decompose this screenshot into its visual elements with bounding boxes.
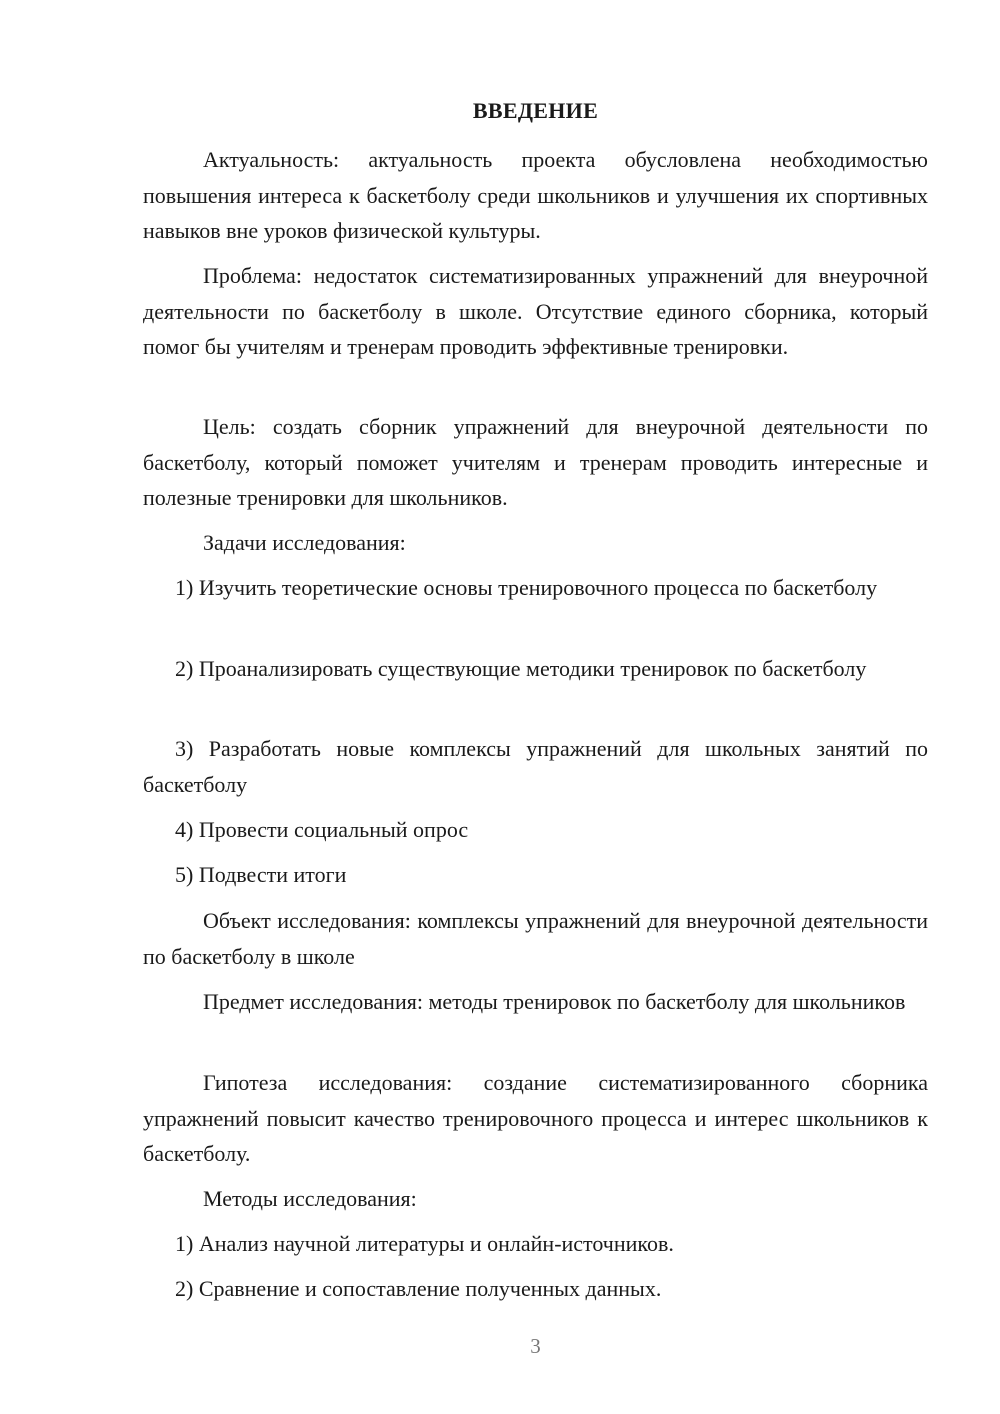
paragraph-relevance: Актуальность: актуальность проекта обусловлена необходимостью повышения интереса к баскетболу среди школьников и улучшения их спортивных навыков вне уроков физической культуры. bbox=[143, 147, 928, 243]
list-item-task-3: 3) Разработать новые комплексы упражнений для школьных занятий по баскетболу bbox=[143, 736, 928, 797]
paragraph-methods-heading: Методы исследования: bbox=[203, 1186, 417, 1211]
paragraph-tasks-heading: Задачи исследования: bbox=[203, 530, 406, 555]
list-item-task-5: 5) Подвести итоги bbox=[175, 862, 347, 887]
paragraph-goal: Цель: создать сборник упражнений для внеурочной деятельности по баскетболу, который поможет учителям и тренерам проводить интересные и полезные тренировки для школьников. bbox=[143, 414, 928, 510]
list-item-method-1: 1) Анализ научной литературы и онлайн-источников. bbox=[175, 1231, 674, 1256]
list-item-method-2: 2) Сравнение и сопоставление полученных данных. bbox=[175, 1276, 662, 1301]
paragraph-hypothesis: Гипотеза исследования: создание систематизированного сборника упражнений повысит качество тренировочного процесса и интерес школьников к баскетболу. bbox=[143, 1070, 928, 1166]
list-item-task-2: 2) Проанализировать существующие методики тренировок по баскетболу bbox=[175, 656, 867, 681]
list-item-task-4: 4) Провести социальный опрос bbox=[175, 817, 469, 842]
page-title: ВВЕДЕНИЕ bbox=[472, 98, 599, 123]
paragraph-problem: Проблема: недостаток систематизированных упражнений для внеурочной деятельности по баскетболу в школе. Отсутствие единого сборника, который помог бы учителям и тренерам проводить эффективные тренировки. bbox=[143, 263, 928, 359]
document-page bbox=[143, 0, 928, 1414]
list-item-task-1: 1) Изучить теоретические основы тренировочного процесса по баскетболу bbox=[175, 575, 878, 600]
paragraph-object: Объект исследования: комплексы упражнений для внеурочной деятельности по баскетболу в школе bbox=[143, 908, 928, 969]
paragraph-subject: Предмет исследования: методы тренировок по баскетболу для школьников bbox=[203, 989, 906, 1014]
page-number: 3 bbox=[530, 1334, 541, 1358]
